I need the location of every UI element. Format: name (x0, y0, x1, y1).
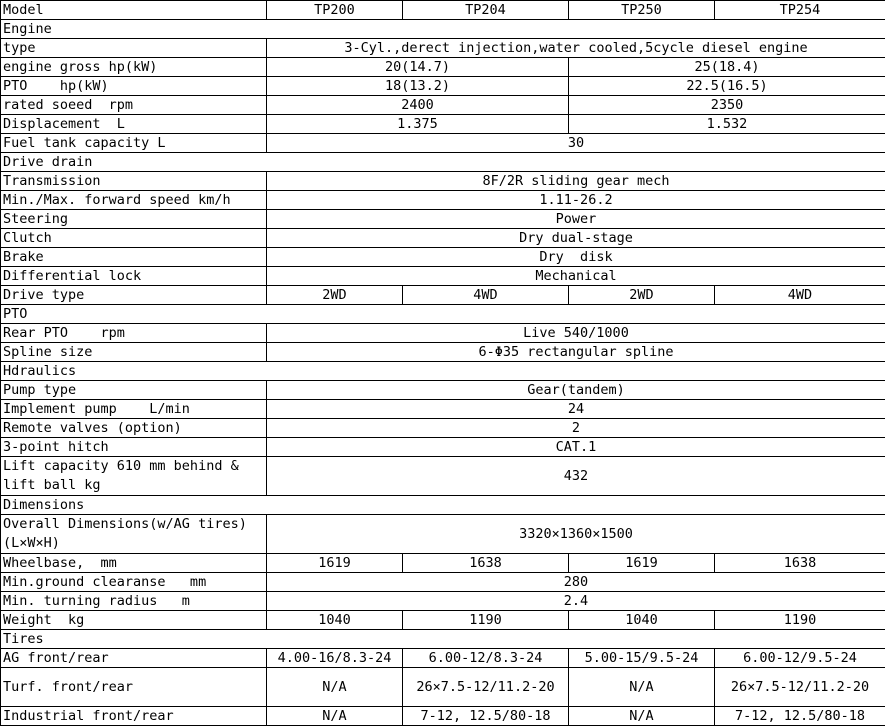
table-row (1, 96, 885, 115)
table-row (1, 286, 885, 305)
cell-value: 3320×1360×1500 (267, 515, 885, 554)
cell-value: 26×7.5-12/11.2-20 (715, 668, 885, 707)
cell-value: N/A (569, 707, 715, 726)
row-label: Min. turning radius m (1, 592, 267, 611)
model-label: Model (1, 1, 267, 20)
row-label: Steering (1, 210, 267, 229)
section-engine: Engine (1, 20, 885, 39)
cell-value: 20(14.7) (267, 58, 569, 77)
table-row (1, 343, 885, 362)
row-label: Drive type (1, 286, 267, 305)
table-row (1, 39, 885, 58)
table-row (1, 115, 885, 134)
row-label: Differential lock (1, 267, 267, 286)
cell-value: 22.5(16.5) (569, 77, 885, 96)
section-row (1, 305, 885, 324)
cell-value: 7-12, 12.5/80-18 (715, 707, 885, 726)
section-hydraulics: Hdraulics (1, 362, 885, 381)
section-pto: PTO (1, 305, 885, 324)
cell-value: Mechanical (267, 267, 885, 286)
cell-value: 1.532 (569, 115, 885, 134)
cell-value: 1190 (715, 611, 885, 630)
cell-value: 2WD (569, 286, 715, 305)
header-row (1, 1, 885, 20)
row-label: Overall Dimensions(w/AG tires) (L×W×H) (1, 515, 267, 554)
table-row (1, 134, 885, 153)
table-row (1, 438, 885, 457)
cell-value: 26×7.5-12/11.2-20 (403, 668, 569, 707)
table-row (1, 77, 885, 96)
row-label: Lift capacity 610 mm behind & lift ball kg (1, 457, 267, 496)
row-label: Implement pump L/min (1, 400, 267, 419)
cell-value: 8F/2R sliding gear mech (267, 172, 885, 191)
cell-value: Live 540/1000 (267, 324, 885, 343)
row-label: Brake (1, 248, 267, 267)
cell-value: 1619 (569, 554, 715, 573)
cell-value: Power (267, 210, 885, 229)
cell-value: 2WD (267, 286, 403, 305)
row-label: rated soeed rpm (1, 96, 267, 115)
cell-value: 18(13.2) (267, 77, 569, 96)
table-row (1, 400, 885, 419)
table-row (1, 611, 885, 630)
section-row (1, 496, 885, 515)
cell-value: 1040 (267, 611, 403, 630)
row-label: type (1, 39, 267, 58)
cell-value: Dry disk (267, 248, 885, 267)
row-label: Min./Max. forward speed km/h (1, 191, 267, 210)
cell-value: 7-12, 12.5/80-18 (403, 707, 569, 726)
section-tires: Tires (1, 630, 885, 649)
cell-value: 1040 (569, 611, 715, 630)
cell-value: 280 (267, 573, 885, 592)
cell-value: 2400 (267, 96, 569, 115)
cell-value: 1638 (403, 554, 569, 573)
row-label: Wheelbase, mm (1, 554, 267, 573)
table-row (1, 515, 885, 554)
cell-value: 4.00-16/8.3-24 (267, 649, 403, 668)
table-row (1, 592, 885, 611)
row-label: Transmission (1, 172, 267, 191)
row-label: Min.ground clearanse mm (1, 573, 267, 592)
table-row (1, 419, 885, 438)
row-label: engine gross hp(kW) (1, 58, 267, 77)
table-row (1, 267, 885, 286)
model-tp204: TP204 (403, 1, 569, 20)
cell-value: 24 (267, 400, 885, 419)
table-row (1, 248, 885, 267)
cell-value: 1190 (403, 611, 569, 630)
section-row (1, 20, 885, 39)
row-label: AG front/rear (1, 649, 267, 668)
cell-value: 30 (267, 134, 885, 153)
row-label: Displacement L (1, 115, 267, 134)
table-row (1, 554, 885, 573)
cell-value: Gear(tandem) (267, 381, 885, 400)
cell-value: N/A (267, 668, 403, 707)
cell-value: 4WD (403, 286, 569, 305)
table-row (1, 58, 885, 77)
section-row (1, 153, 885, 172)
cell-value: 1638 (715, 554, 885, 573)
table-row (1, 668, 885, 707)
table-row (1, 172, 885, 191)
cell-value: 6-Φ35 rectangular spline (267, 343, 885, 362)
row-label: Pump type (1, 381, 267, 400)
row-label: Weight kg (1, 611, 267, 630)
cell-value: 5.00-15/9.5-24 (569, 649, 715, 668)
section-row (1, 630, 885, 649)
row-label: Industrial front/rear (1, 707, 267, 726)
section-drive: Drive drain (1, 153, 885, 172)
table-row (1, 324, 885, 343)
model-tp200: TP200 (267, 1, 403, 20)
row-label: Clutch (1, 229, 267, 248)
section-row (1, 362, 885, 381)
table-row (1, 573, 885, 592)
cell-value: 1619 (267, 554, 403, 573)
cell-value: 25(18.4) (569, 58, 885, 77)
cell-value: N/A (267, 707, 403, 726)
cell-value: 6.00-12/8.3-24 (403, 649, 569, 668)
row-label: Fuel tank capacity L (1, 134, 267, 153)
row-label: Rear PTO rpm (1, 324, 267, 343)
cell-value: CAT.1 (267, 438, 885, 457)
model-tp254: TP254 (715, 1, 885, 20)
section-dimensions: Dimensions (1, 496, 885, 515)
row-label: 3-point hitch (1, 438, 267, 457)
row-label: PTO hp(kW) (1, 77, 267, 96)
table-row (1, 649, 885, 668)
cell-value: 1.11-26.2 (267, 191, 885, 210)
cell-value: 2 (267, 419, 885, 438)
cell-value: 4WD (715, 286, 885, 305)
cell-value: 6.00-12/9.5-24 (715, 649, 885, 668)
cell-value: N/A (569, 668, 715, 707)
cell-value: 1.375 (267, 115, 569, 134)
cell-value: Dry dual-stage (267, 229, 885, 248)
row-label: Turf. front/rear (1, 668, 267, 707)
table-row (1, 229, 885, 248)
row-label: Remote valves (option) (1, 419, 267, 438)
engine-type-value: 3-Cyl.,derect injection,water cooled,5cycle diesel engine (267, 39, 885, 58)
row-label: Spline size (1, 343, 267, 362)
table-row (1, 381, 885, 400)
cell-value: 2350 (569, 96, 885, 115)
table-row (1, 210, 885, 229)
cell-value: 2.4 (267, 592, 885, 611)
cell-value: 432 (267, 457, 885, 496)
model-tp250: TP250 (569, 1, 715, 20)
table-row (1, 457, 885, 496)
table-row (1, 191, 885, 210)
